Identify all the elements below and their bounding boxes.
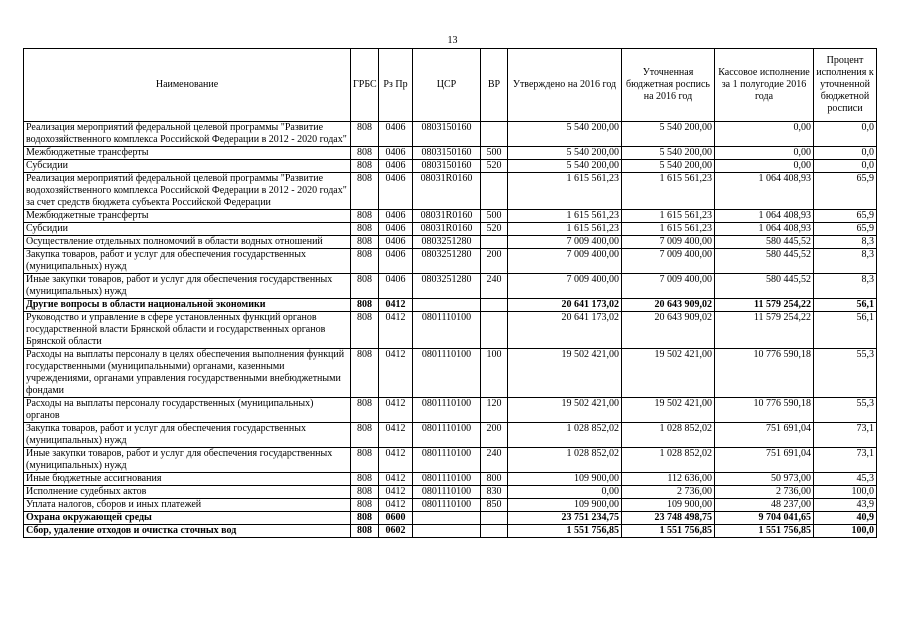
cell-vr: 240 <box>481 274 508 299</box>
cell-csr <box>413 512 481 525</box>
table-row <box>24 448 877 473</box>
cell-approved: 23 751 234,75 <box>508 512 622 525</box>
cell-grbs: 808 <box>351 249 379 274</box>
table-row <box>24 499 877 512</box>
cell-rzpr: 0412 <box>379 398 413 423</box>
cell-percent: 65,9 <box>814 223 877 236</box>
cell-vr: 200 <box>481 423 508 448</box>
cell-cash: 1 064 408,93 <box>715 173 814 210</box>
cell-grbs: 808 <box>351 147 379 160</box>
cell-name: Иные бюджетные ассигнования <box>24 473 351 486</box>
cell-vr: 520 <box>481 160 508 173</box>
table-row <box>24 236 877 249</box>
table-row <box>24 210 877 223</box>
cell-approved: 19 502 421,00 <box>508 398 622 423</box>
table-row <box>24 249 877 274</box>
cell-approved: 7 009 400,00 <box>508 274 622 299</box>
cell-vr: 830 <box>481 486 508 499</box>
cell-vr <box>481 236 508 249</box>
cell-cash: 10 776 590,18 <box>715 349 814 398</box>
cell-rzpr: 0406 <box>379 249 413 274</box>
cell-refined: 1 615 561,23 <box>622 173 715 210</box>
cell-rzpr: 0600 <box>379 512 413 525</box>
cell-grbs: 808 <box>351 173 379 210</box>
cell-csr: 08031R0160 <box>413 173 481 210</box>
cell-rzpr: 0406 <box>379 236 413 249</box>
cell-refined: 1 028 852,02 <box>622 423 715 448</box>
cell-percent: 55,3 <box>814 398 877 423</box>
cell-approved: 7 009 400,00 <box>508 249 622 274</box>
cell-refined: 20 643 909,02 <box>622 312 715 349</box>
cell-percent: 0,0 <box>814 160 877 173</box>
cell-cash: 1 064 408,93 <box>715 223 814 236</box>
cell-name: Закупка товаров, работ и услуг для обеспечения государственных (муниципальных) нужд <box>24 249 351 274</box>
cell-refined: 23 748 498,75 <box>622 512 715 525</box>
cell-csr: 0801110100 <box>413 423 481 448</box>
cell-approved: 20 641 173,02 <box>508 299 622 312</box>
cell-name: Осуществление отдельных полномочий в области водных отношений <box>24 236 351 249</box>
cell-approved: 109 900,00 <box>508 499 622 512</box>
cell-csr: 0801110100 <box>413 473 481 486</box>
cell-rzpr: 0406 <box>379 223 413 236</box>
cell-grbs: 808 <box>351 473 379 486</box>
cell-cash: 11 579 254,22 <box>715 299 814 312</box>
table-row <box>24 512 877 525</box>
cell-percent: 43,9 <box>814 499 877 512</box>
cell-cash: 751 691,04 <box>715 423 814 448</box>
cell-cash: 0,00 <box>715 160 814 173</box>
cell-vr: 240 <box>481 448 508 473</box>
cell-cash: 50 973,00 <box>715 473 814 486</box>
cell-cash: 48 237,00 <box>715 499 814 512</box>
cell-csr: 0801110100 <box>413 398 481 423</box>
cell-percent: 56,1 <box>814 299 877 312</box>
cell-refined: 112 636,00 <box>622 473 715 486</box>
cell-name: Сбор, удаление отходов и очистка сточных вод <box>24 525 351 538</box>
cell-csr <box>413 525 481 538</box>
cell-name: Расходы на выплаты персоналу в целях обеспечения выполнения функций государственными (муниципальными) органами, казенными учреждениями, органами управления государственными внебюджетными фондами <box>24 349 351 398</box>
header-cash: Кассовое исполнение за 1 полугодие 2016 года <box>715 49 814 122</box>
cell-grbs: 808 <box>351 160 379 173</box>
cell-percent: 100,0 <box>814 486 877 499</box>
cell-csr: 0801110100 <box>413 499 481 512</box>
cell-csr: 0803251280 <box>413 249 481 274</box>
cell-csr: 0801110100 <box>413 312 481 349</box>
cell-grbs: 808 <box>351 423 379 448</box>
cell-name: Закупка товаров, работ и услуг для обеспечения государственных (муниципальных) нужд <box>24 423 351 448</box>
cell-refined: 5 540 200,00 <box>622 160 715 173</box>
cell-refined: 1 615 561,23 <box>622 210 715 223</box>
cell-grbs: 808 <box>351 122 379 147</box>
cell-csr: 0803251280 <box>413 274 481 299</box>
cell-rzpr: 0412 <box>379 448 413 473</box>
cell-cash: 1 064 408,93 <box>715 210 814 223</box>
cell-approved: 5 540 200,00 <box>508 160 622 173</box>
cell-approved: 1 028 852,02 <box>508 448 622 473</box>
page-number: 13 <box>447 35 458 46</box>
cell-csr: 0803150160 <box>413 122 481 147</box>
table-row <box>24 486 877 499</box>
cell-cash: 1 551 756,85 <box>715 525 814 538</box>
cell-csr: 0801110100 <box>413 486 481 499</box>
header-grbs: ГРБС <box>351 49 379 122</box>
cell-cash: 751 691,04 <box>715 448 814 473</box>
header-approved: Утверждено на 2016 год <box>508 49 622 122</box>
cell-vr <box>481 299 508 312</box>
cell-vr: 200 <box>481 249 508 274</box>
cell-name: Другие вопросы в области национальной экономики <box>24 299 351 312</box>
header-csr: ЦСР <box>413 49 481 122</box>
cell-approved: 1 615 561,23 <box>508 210 622 223</box>
cell-name: Субсидии <box>24 223 351 236</box>
cell-refined: 1 028 852,02 <box>622 448 715 473</box>
cell-vr: 100 <box>481 349 508 398</box>
cell-percent: 8,3 <box>814 274 877 299</box>
header-percent: Процент исполнения к уточненной бюджетной росписи <box>814 49 877 122</box>
cell-cash: 0,00 <box>715 122 814 147</box>
cell-vr: 520 <box>481 223 508 236</box>
cell-rzpr: 0412 <box>379 423 413 448</box>
cell-grbs: 808 <box>351 299 379 312</box>
cell-rzpr: 0406 <box>379 160 413 173</box>
cell-percent: 8,3 <box>814 236 877 249</box>
cell-grbs: 808 <box>351 486 379 499</box>
cell-grbs: 808 <box>351 236 379 249</box>
cell-approved: 1 615 561,23 <box>508 223 622 236</box>
table-row <box>24 473 877 486</box>
cell-name: Субсидии <box>24 160 351 173</box>
cell-approved: 109 900,00 <box>508 473 622 486</box>
cell-approved: 7 009 400,00 <box>508 236 622 249</box>
cell-percent: 0,0 <box>814 147 877 160</box>
table-row <box>24 349 877 398</box>
cell-rzpr: 0406 <box>379 210 413 223</box>
cell-name: Межбюджетные трансферты <box>24 210 351 223</box>
cell-approved: 1 615 561,23 <box>508 173 622 210</box>
header-rzpr: Рз Пр <box>379 49 413 122</box>
cell-name: Охрана окружающей среды <box>24 512 351 525</box>
cell-approved: 20 641 173,02 <box>508 312 622 349</box>
cell-rzpr: 0406 <box>379 274 413 299</box>
cell-vr <box>481 122 508 147</box>
cell-csr: 0801110100 <box>413 349 481 398</box>
cell-cash: 11 579 254,22 <box>715 312 814 349</box>
cell-name: Руководство и управление в сфере установленных функций органов государственной власти Брянской области и государственных органов Брянской области <box>24 312 351 349</box>
cell-vr <box>481 512 508 525</box>
cell-csr: 0803150160 <box>413 147 481 160</box>
header-row <box>24 49 877 122</box>
table-row <box>24 299 877 312</box>
cell-percent: 0,0 <box>814 122 877 147</box>
table-row <box>24 173 877 210</box>
cell-rzpr: 0412 <box>379 486 413 499</box>
cell-name: Реализация мероприятий федеральной целевой программы "Развитие водохозяйственного комплекса Российской Федерации в 2012 - 2020 годах" <box>24 122 351 147</box>
cell-rzpr: 0412 <box>379 312 413 349</box>
cell-grbs: 808 <box>351 525 379 538</box>
cell-csr: 0801110100 <box>413 448 481 473</box>
table-row <box>24 398 877 423</box>
cell-refined: 5 540 200,00 <box>622 122 715 147</box>
cell-refined: 109 900,00 <box>622 499 715 512</box>
cell-rzpr: 0412 <box>379 499 413 512</box>
cell-name: Реализация мероприятий федеральной целевой программы "Развитие водохозяйственного комплекса Российской Федерации в 2012 - 2020 годах" за счет средств бюджета субъекта Российской Федерации <box>24 173 351 210</box>
cell-refined: 1 615 561,23 <box>622 223 715 236</box>
cell-grbs: 808 <box>351 398 379 423</box>
cell-percent: 40,9 <box>814 512 877 525</box>
cell-approved: 19 502 421,00 <box>508 349 622 398</box>
budget-table <box>23 48 877 538</box>
cell-csr: 08031R0160 <box>413 223 481 236</box>
cell-approved: 5 540 200,00 <box>508 147 622 160</box>
cell-cash: 580 445,52 <box>715 274 814 299</box>
cell-grbs: 808 <box>351 448 379 473</box>
cell-cash: 10 776 590,18 <box>715 398 814 423</box>
cell-grbs: 808 <box>351 349 379 398</box>
cell-approved: 1 551 756,85 <box>508 525 622 538</box>
cell-cash: 580 445,52 <box>715 236 814 249</box>
cell-rzpr: 0412 <box>379 349 413 398</box>
cell-rzpr: 0406 <box>379 147 413 160</box>
cell-approved: 0,00 <box>508 486 622 499</box>
cell-vr <box>481 312 508 349</box>
cell-percent: 100,0 <box>814 525 877 538</box>
cell-vr <box>481 173 508 210</box>
cell-percent: 56,1 <box>814 312 877 349</box>
cell-rzpr: 0412 <box>379 473 413 486</box>
cell-refined: 1 551 756,85 <box>622 525 715 538</box>
cell-name: Иные закупки товаров, работ и услуг для обеспечения государственных (муниципальных) нужд <box>24 274 351 299</box>
cell-csr: 08031R0160 <box>413 210 481 223</box>
cell-refined: 19 502 421,00 <box>622 398 715 423</box>
cell-vr: 850 <box>481 499 508 512</box>
header-name: Наименование <box>24 49 351 122</box>
cell-percent: 8,3 <box>814 249 877 274</box>
cell-refined: 20 643 909,02 <box>622 299 715 312</box>
cell-rzpr: 0406 <box>379 122 413 147</box>
table-row <box>24 423 877 448</box>
table-row <box>24 223 877 236</box>
table-row <box>24 147 877 160</box>
cell-csr: 0803251280 <box>413 236 481 249</box>
cell-csr: 0803150160 <box>413 160 481 173</box>
cell-grbs: 808 <box>351 312 379 349</box>
cell-name: Уплата налогов, сборов и иных платежей <box>24 499 351 512</box>
cell-grbs: 808 <box>351 223 379 236</box>
cell-name: Иные закупки товаров, работ и услуг для обеспечения государственных (муниципальных) нужд <box>24 448 351 473</box>
cell-refined: 7 009 400,00 <box>622 236 715 249</box>
cell-rzpr: 0602 <box>379 525 413 538</box>
cell-vr: 120 <box>481 398 508 423</box>
cell-cash: 0,00 <box>715 147 814 160</box>
cell-refined: 7 009 400,00 <box>622 274 715 299</box>
cell-refined: 7 009 400,00 <box>622 249 715 274</box>
cell-percent: 55,3 <box>814 349 877 398</box>
header-vr: ВР <box>481 49 508 122</box>
table-row <box>24 525 877 538</box>
cell-percent: 73,1 <box>814 448 877 473</box>
cell-refined: 5 540 200,00 <box>622 147 715 160</box>
cell-vr: 800 <box>481 473 508 486</box>
cell-name: Исполнение судебных актов <box>24 486 351 499</box>
cell-rzpr: 0406 <box>379 173 413 210</box>
cell-grbs: 808 <box>351 274 379 299</box>
table-row <box>24 312 877 349</box>
cell-percent: 65,9 <box>814 210 877 223</box>
cell-cash: 2 736,00 <box>715 486 814 499</box>
cell-approved: 1 028 852,02 <box>508 423 622 448</box>
cell-vr <box>481 525 508 538</box>
table-row <box>24 274 877 299</box>
cell-name: Межбюджетные трансферты <box>24 147 351 160</box>
cell-cash: 580 445,52 <box>715 249 814 274</box>
cell-percent: 73,1 <box>814 423 877 448</box>
cell-grbs: 808 <box>351 499 379 512</box>
cell-vr: 500 <box>481 147 508 160</box>
cell-name: Расходы на выплаты персоналу государственных (муниципальных) органов <box>24 398 351 423</box>
cell-rzpr: 0412 <box>379 299 413 312</box>
cell-vr: 500 <box>481 210 508 223</box>
table-row <box>24 160 877 173</box>
cell-refined: 19 502 421,00 <box>622 349 715 398</box>
cell-cash: 9 704 041,65 <box>715 512 814 525</box>
table-row <box>24 122 877 147</box>
cell-percent: 45,3 <box>814 473 877 486</box>
cell-grbs: 808 <box>351 210 379 223</box>
cell-percent: 65,9 <box>814 173 877 210</box>
cell-refined: 2 736,00 <box>622 486 715 499</box>
header-refined: Уточненная бюджетная роспись на 2016 год <box>622 49 715 122</box>
cell-csr <box>413 299 481 312</box>
cell-approved: 5 540 200,00 <box>508 122 622 147</box>
cell-grbs: 808 <box>351 512 379 525</box>
